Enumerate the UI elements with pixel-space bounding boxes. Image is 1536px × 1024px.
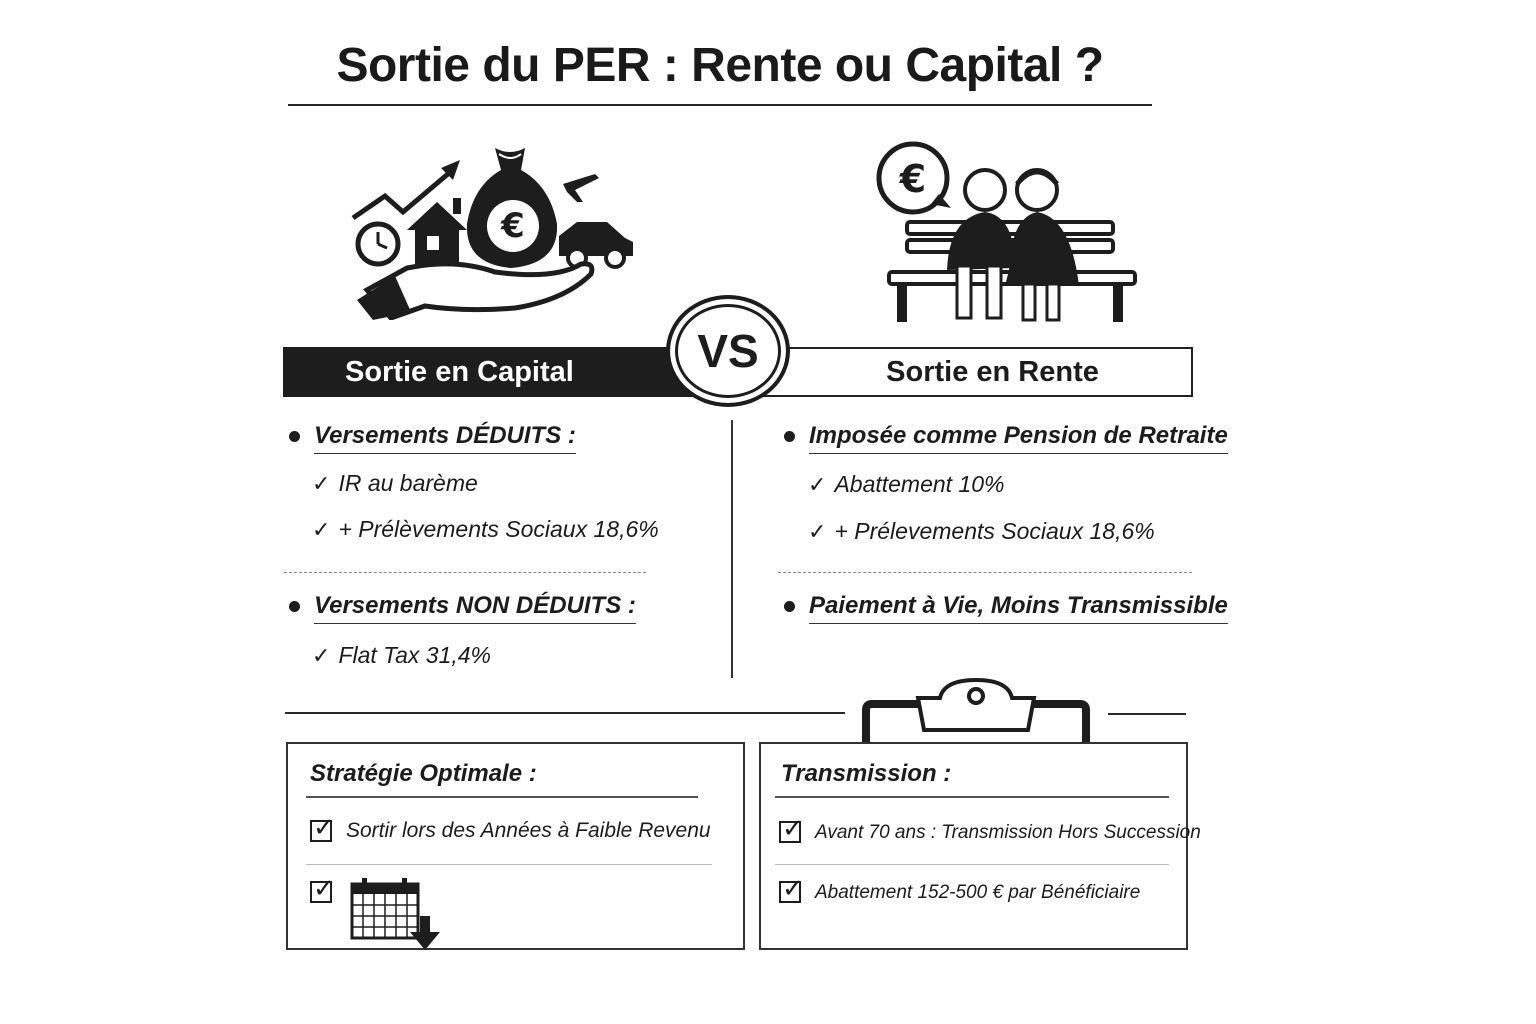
clipboard-clip-icon: [858, 676, 1094, 746]
strategy-title: Stratégie Optimale :: [310, 760, 537, 787]
svg-text:€: €: [899, 157, 927, 201]
strategy-box: [286, 742, 745, 950]
bullet-dot-icon: [784, 601, 795, 612]
capital-header: Sortie en Capital: [283, 347, 703, 397]
rente-illustration: [875, 140, 1145, 330]
capital-illustration: [345, 140, 645, 320]
elderly-couple-icon: [947, 170, 1079, 320]
plane-icon: [563, 174, 599, 202]
strategy-item-rule: [306, 864, 712, 865]
checkmark-icon: ✓: [312, 643, 331, 668]
checkmark-icon: ✓: [808, 472, 827, 497]
right-check-prelevements: ✓ + Prélevements Sociaux 18,6%: [808, 518, 1155, 544]
clock-icon: [358, 224, 398, 264]
hand-icon: [357, 264, 592, 320]
right-bullet-pension: Imposée comme Pension de Retraite: [784, 422, 1228, 450]
checkbox-checked-icon: ✓: [779, 881, 801, 903]
strategy-item-faible-revenu: Sortir lors des Années à Faible Revenu: [346, 819, 711, 842]
title-underline: [288, 104, 1152, 106]
checkmark-icon: ✓: [312, 471, 331, 496]
page-title: Sortie du PER : Rente ou Capital ?: [336, 39, 1104, 92]
transmission-title-rule: [775, 796, 1169, 798]
left-bullet-non-deduits: Versements NON DÉDUITS :: [289, 592, 636, 620]
left-bullet-deduits: Versements DÉDUITS :: [289, 422, 576, 450]
checkmark-icon: ✓: [808, 519, 827, 544]
rente-header: Sortie en Rente: [762, 347, 1193, 397]
bullet-dot-icon: [289, 431, 300, 442]
left-dashed-separator: [284, 572, 646, 573]
right-dashed-separator: [778, 572, 1192, 573]
transmission-title: Transmission :: [781, 760, 952, 787]
calendar-down-arrow-icon: [350, 876, 450, 952]
section-separator-right: [1108, 713, 1186, 715]
strategy-title-rule: [306, 796, 698, 798]
section-separator-left: [285, 712, 845, 714]
transmission-box: [759, 742, 1201, 950]
right-check-abattement: ✓ Abattement 10%: [808, 471, 1005, 497]
vs-badge: VS: [666, 295, 790, 407]
checkbox-checked-icon: ✓: [310, 881, 332, 903]
svg-text:€: €: [501, 206, 525, 246]
bullet-dot-icon: [289, 601, 300, 612]
euro-speech-bubble-icon: [879, 144, 951, 212]
right-bullet-paiement: Paiement à Vie, Moins Transmissible: [784, 592, 1228, 620]
left-check-prelevements: ✓ + Prélèvements Sociaux 18,6%: [312, 516, 659, 542]
left-check-flat-tax: ✓ Flat Tax 31,4%: [312, 642, 492, 668]
column-divider: [731, 420, 733, 678]
checkbox-checked-icon: ✓: [779, 821, 801, 843]
left-check-ir: ✓ IR au barème: [312, 470, 478, 496]
transmission-item-rule: [775, 864, 1169, 865]
car-icon: [559, 222, 633, 267]
money-bag-icon: [467, 148, 557, 268]
house-icon: [407, 198, 467, 264]
transmission-item-avant-70: Avant 70 ans : Transmission Hors Succession: [815, 822, 1201, 843]
bullet-dot-icon: [784, 431, 795, 442]
checkbox-checked-icon: ✓: [310, 820, 332, 842]
checkmark-icon: ✓: [312, 517, 331, 542]
transmission-item-abattement: Abattement 152-500 € par Bénéficiaire: [815, 882, 1141, 903]
